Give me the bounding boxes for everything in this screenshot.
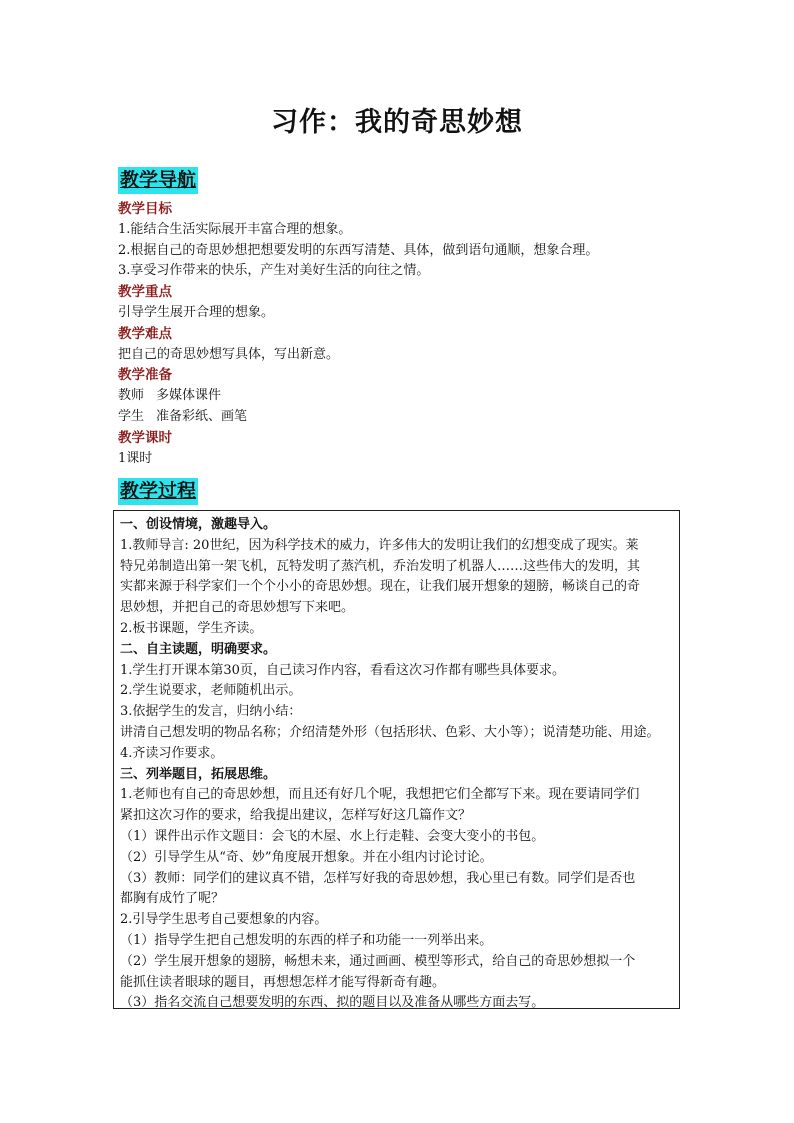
process-text-line: 1.教师导言: 20世纪，因为科学技术的威力，许多伟大的发明让我们的幻想变成了现实。莱 <box>120 537 639 553</box>
prep-role: 学生 <box>118 408 145 424</box>
class-hours-heading: 教学课时 <box>118 429 172 446</box>
process-text-line: 1.老师也有自己的奇思妙想，而且还有好几个呢，我想把它们全都写下来。现在要请同学们 <box>120 787 640 803</box>
process-text-line: 特兄弟制造出第一架飞机，瓦特发明了蒸汽机，乔治发明了机器人……这些伟大的发明，其 <box>120 558 641 574</box>
preparation-heading: 教学准备 <box>118 367 172 384</box>
prep-item: 准备彩纸、画笔 <box>156 408 248 424</box>
section-tag-teaching-nav: 教学导航 <box>118 167 198 194</box>
process-text-line: （2）引导学生从“奇、妙”角度展开想象。并在小组内讨论讨论。 <box>120 849 493 865</box>
teaching-nav-block <box>118 199 678 469</box>
goal-item: 2.根据自己的奇思妙想把想要发明的东西写清楚、具体，做到语句通顺，想象合理。 <box>118 242 599 258</box>
prep-item: 多媒体课件 <box>156 388 222 404</box>
key-point-heading: 教学重点 <box>118 284 172 301</box>
goal-item: 1.能结合生活实际展开丰富合理的想象。 <box>118 221 352 237</box>
prep-role: 教师 <box>118 388 145 404</box>
section-tag-teaching-process: 教学过程 <box>118 478 198 505</box>
process-text-line: 实都来源于科学家们一个个小小的奇思妙想。现在，让我们展开想象的翅膀，畅谈自己的奇 <box>120 579 641 595</box>
process-text-line: （1）课件出示作文题目：会飞的木屋、水上行走鞋、会变大变小的书包。 <box>120 828 545 844</box>
process-text-line: 2.学生说要求，老师随机出示。 <box>120 683 302 699</box>
key-point-text: 引导学生展开合理的想象。 <box>118 304 275 320</box>
page-title: 习作：我的奇思妙想 <box>271 107 523 138</box>
process-text-line: 紧扣这次习作的要求，给我提出建议，怎样写好这几篇作文？ <box>120 808 472 824</box>
process-text-line: 4.齐读习作要求。 <box>120 745 224 761</box>
class-hours-text: 1课时 <box>118 450 153 466</box>
process-text-line: 讲清自己想发明的物品名称；介绍清楚外形（包括形状、色彩、大小等）；说清楚功能、用途。 <box>120 724 660 740</box>
process-text-line: （2）学生展开想象的翅膀，畅想未来，通过画画、模型等形式，给自己的奇思妙想拟一个 <box>120 953 636 969</box>
goal-item: 3.享受习作带来的快乐，产生对美好生活的向往之情。 <box>118 263 430 279</box>
teaching-process-box <box>113 510 680 1009</box>
difficulty-heading: 教学难点 <box>118 325 172 342</box>
process-step-heading: 三、列举题目，拓展思维。 <box>120 766 277 782</box>
process-text-line: 2.板书课题，学生齐读。 <box>120 620 263 636</box>
process-text-line: 思妙想，并把自己的奇思妙想写下来吧。 <box>120 600 355 616</box>
process-text-line: （3）指名交流自己想要发明的东西、拟的题目以及准备从哪些方面去写。 <box>120 995 545 1011</box>
preparation-student <box>118 407 678 428</box>
process-text-line: （3）教师：同学们的建议真不错，怎样写好我的奇思妙想，我心里已有数。同学们是否也 <box>120 870 636 886</box>
process-text-line: 能抓住读者眼球的题目，再想想怎样才能写得新奇有趣。 <box>120 974 446 990</box>
difficulty-text: 把自己的奇思妙想写具体，写出新意。 <box>118 346 340 362</box>
process-text-line: 2.引导学生思考自己要想象的内容。 <box>120 912 328 928</box>
process-text-line: 都胸有成竹了呢？ <box>120 891 225 907</box>
process-text-line: （1）指导学生把自己想发明的东西的样子和功能一一列举出来。 <box>120 932 493 948</box>
process-text-line: 1.学生打开课本第30页，自己读习作内容，看看这次习作都有哪些具体要求。 <box>120 662 565 678</box>
preparation-teacher <box>118 386 678 407</box>
goals-heading: 教学目标 <box>118 201 172 217</box>
process-step-heading: 二、自主读题，明确要求。 <box>120 641 277 657</box>
process-text-line: 3.依据学生的发言，归纳小结： <box>120 704 302 720</box>
process-step-heading: 一、创设情境，激趣导入。 <box>120 517 277 532</box>
